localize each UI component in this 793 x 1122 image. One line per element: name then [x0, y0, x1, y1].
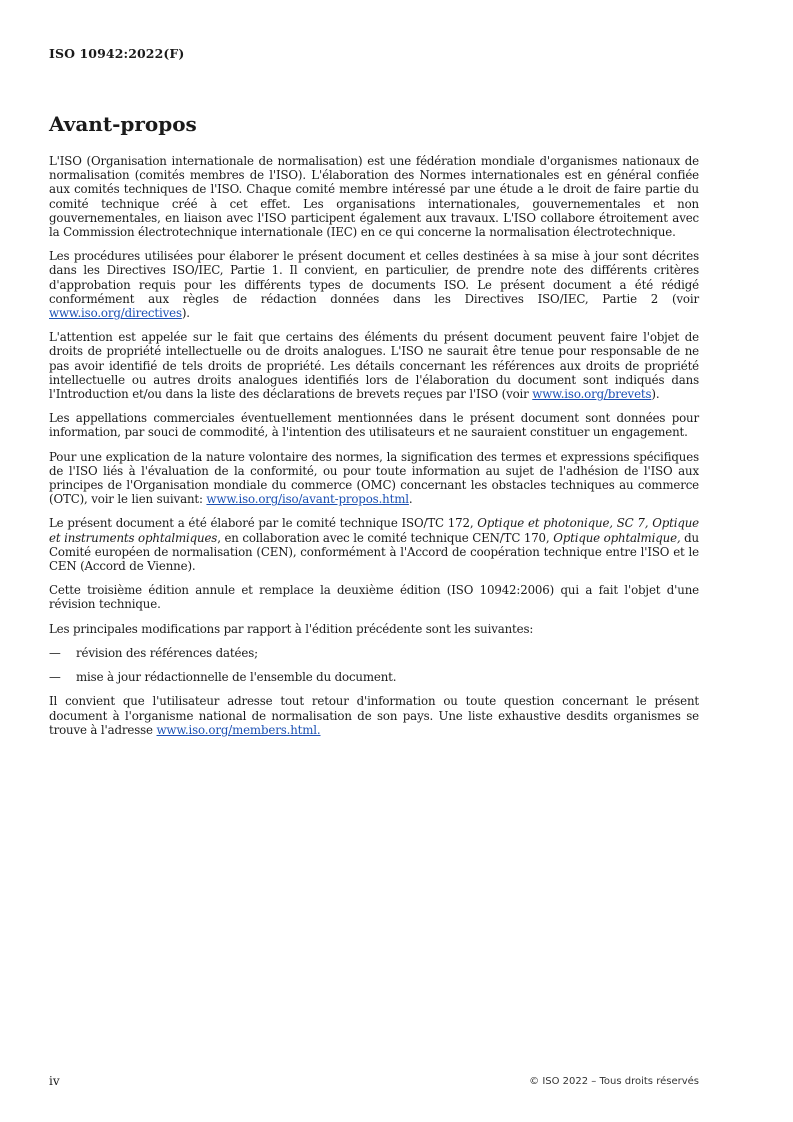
foreword-link[interactable]: www.iso.org/iso/avant-propos.html [206, 492, 409, 507]
paragraph-text: , en collaboration avec le comité technique CEN/TC 170, [217, 530, 554, 545]
paragraph-voluntary-nature [49, 450, 699, 507]
paragraph-tail: . [408, 492, 413, 507]
paragraph-text: Pour une explication de la nature volontaire des normes, la signification des termes et expressions spécifiques de l'ISO liés à l'évaluation de la conformité, ou pour toute information au sujet de l'adhésion de l'ISO aux principes de l'Organisation mondiale du commerce (OMC) concernant les obstacles techniques au commerce (OTC), voir le lien suivant: [49, 449, 699, 507]
patents-link[interactable]: www.iso.org/brevets [532, 387, 652, 402]
paragraph-tail: ). [651, 387, 660, 402]
list-item-text: révision des références datées; [76, 645, 258, 660]
paragraph-edition: Cette troisième édition annule et remplace la deuxième édition (ISO 10942:2006) qui a fait l'objet d'une révision technique. [49, 583, 699, 612]
list-item [49, 646, 699, 660]
paragraph-text: du Comité européen de normalisation (CEN), conformément à l'Accord de coopération technique entre l'ISO et le CEN (Accord de Vienne). [49, 530, 700, 574]
paragraph-procedures [49, 249, 699, 320]
list-item-text: mise à jour rédactionnelle de l'ensemble du document. [76, 670, 397, 685]
committee-name-cen: Optique ophtalmique, [553, 530, 681, 545]
paragraph-iso-intro: L'ISO (Organisation internationale de normalisation) est une fédération mondiale d'organismes nationaux de normalisation (comités membres de l'ISO). L'élaboration des Normes internationales est en général confiée aux comités techniques de l'ISO. Chaque comité membre intéressé par une étude a le droit de faire partie du comité technique créé à cet effet. Les organisations internationales, gouvernementales et non gouvernementales, en liaison avec l'ISO participent également aux travaux. L'ISO collabore étroitement avec la Commission électrotechnique internationale (IEC) en ce qui concerne la normalisation électrotechnique. [49, 154, 699, 240]
paragraph-text: Les procédures utilisées pour élaborer le présent document et celles destinées à sa mise à jour sont décrites dans les Directives ISO/IEC, Partie 1. Il convient, en particulier, de prendre note des différents critères d'approbation requis pour les différents types de documents ISO. Le présent document a été rédigé conformément aux règles de rédaction données dans les Directives ISO/IEC, Partie 2 (voir [49, 249, 699, 306]
paragraph-feedback [49, 694, 699, 737]
page-title: Avant-propos [49, 112, 197, 136]
document-id-header: ISO 10942:2022(F) [49, 46, 185, 61]
list-item [49, 670, 699, 684]
paragraph-changes-intro: Les principales modifications par rapport à l'édition précédente sont les suivantes: [49, 621, 534, 636]
dash-bullet: — [49, 670, 61, 685]
copyright-notice: © ISO 2022 – Tous droits réservés [529, 1076, 699, 1087]
committee-name-iso: Optique et photonique, SC 7, Optique et instruments ophtalmiques [49, 516, 700, 545]
members-link[interactable]: www.iso.org/members.html. [156, 722, 321, 737]
paragraph-tail: ). [181, 306, 190, 321]
paragraph-text: Il convient que l'utilisateur adresse tout retour d'information ou toute question concernant le présent document à l'organisme national de normalisation de son pays. Une liste exhaustive desdits organismes se trouve à l'adresse [49, 694, 699, 737]
paragraph-committee [49, 516, 699, 573]
dash-bullet: — [49, 645, 61, 660]
paragraph-trade-names: Les appellations commerciales éventuellement mentionnées dans le présent document sont données pour information, par souci de commodité, à l'intention des utilisateurs et ne sauraient constituer un engagement. [49, 411, 699, 440]
paragraph-patents [49, 330, 699, 401]
document-body [49, 154, 699, 747]
paragraph-text: L'attention est appelée sur le fait que certains des éléments du présent document peuvent faire l'objet de droits de propriété intellectuelle ou de droits analogues. L'ISO ne saurait être tenue pour responsable de ne pas avoir identifié de tels droits de propriété. Les détails concernant les références aux droits de propriété intellectuelle ou autres droits analogues identifiés lors de l'élaboration du document sont indiqués dans l'Introduction et/ou dans la liste des déclarations de brevets reçues par l'ISO (voir [49, 330, 699, 402]
page-number: iv [49, 1074, 60, 1088]
paragraph-text: Le présent document a été élaboré par le comité technique ISO/TC 172, [49, 516, 478, 531]
directives-link[interactable]: www.iso.org/directives [49, 306, 182, 321]
